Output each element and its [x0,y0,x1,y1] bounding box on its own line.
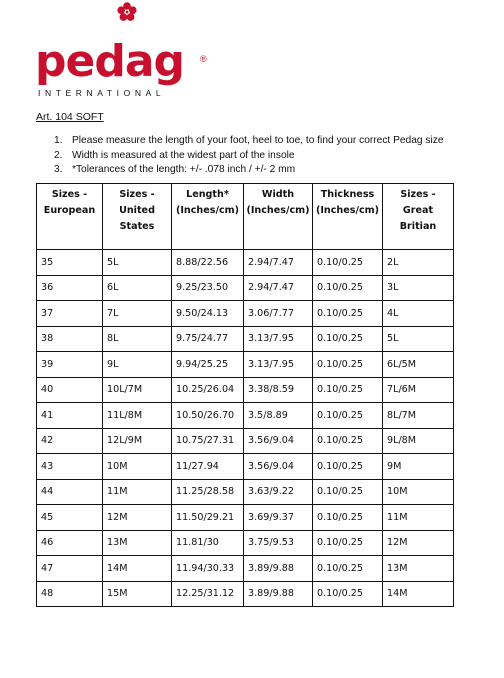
table-cell: 35 [37,250,103,276]
table-cell: 6L/5M [383,352,454,378]
table-cell: 0.10/0.25 [313,479,383,505]
table-row [37,326,454,352]
header-united-states: Sizes - United States [103,184,172,250]
table-cell: 9.50/24.13 [172,301,244,327]
table-cell: 36 [37,275,103,301]
table-row [37,403,454,429]
table-cell: 11.94/30.33 [172,556,244,582]
table-cell: 6L [103,275,172,301]
table-cell: 11/27.94 [172,454,244,480]
table-row [37,581,454,607]
instruction-item: 2. Width is measured at the widest part of the insole [54,149,295,161]
table-cell: 5L [103,250,172,276]
table-cell: 0.10/0.25 [313,530,383,556]
table-row [37,454,454,480]
table-cell: 44 [37,479,103,505]
table-cell: 11M [103,479,172,505]
header-thickness: Thickness (Inches/cm) [313,184,383,250]
table-cell: 47 [37,556,103,582]
table-cell: 3.06/7.77 [244,301,313,327]
table-cell: 3.69/9.37 [244,505,313,531]
table-cell: 42 [37,428,103,454]
table-row [37,301,454,327]
table-cell: 10.25/26.04 [172,377,244,403]
table-cell: 39 [37,352,103,378]
table-cell: 9.94/25.25 [172,352,244,378]
table-cell: 10.75/27.31 [172,428,244,454]
table-cell: 11.50/29.21 [172,505,244,531]
table-cell: 0.10/0.25 [313,275,383,301]
table-cell: 12L/9M [103,428,172,454]
table-cell: 13M [383,556,454,582]
table-cell: 5L [383,326,454,352]
table-cell: 0.10/0.25 [313,403,383,429]
table-cell: 14M [383,581,454,607]
table-row [37,275,454,301]
table-cell: 3.13/7.95 [244,352,313,378]
table-cell: 0.10/0.25 [313,301,383,327]
table-cell: 12M [103,505,172,531]
table-row [37,556,454,582]
table-cell: 7L/6M [383,377,454,403]
table-cell: 9M [383,454,454,480]
table-cell: 0.10/0.25 [313,454,383,480]
table-row [37,352,454,378]
table-cell: 8L/7M [383,403,454,429]
table-cell: 11M [383,505,454,531]
table-cell: 0.10/0.25 [313,326,383,352]
table-cell: 2L [383,250,454,276]
instruction-item: 1. Please measure the length of your foot, heel to toe, to find your correct Pedag size [54,135,444,146]
brand-subtitle: INTERNATIONAL [38,88,166,98]
table-cell: 8.88/22.56 [172,250,244,276]
table-cell: 11.81/30 [172,530,244,556]
table-row [37,479,454,505]
table-cell: 4L [383,301,454,327]
table-cell: 0.10/0.25 [313,250,383,276]
instructions-list [54,134,444,178]
table-cell: 0.10/0.25 [313,352,383,378]
table-row [37,250,454,276]
size-chart-table [36,183,454,607]
table-cell: 0.10/0.25 [313,428,383,454]
table-header-row [37,184,454,250]
table-cell: 43 [37,454,103,480]
table-cell: 11L/8M [103,403,172,429]
instruction-item: 3. *Tolerances of the length: +/- .078 inch / +/- 2 mm [54,164,296,175]
table-cell: 10.50/26.70 [172,403,244,429]
header-european: Sizes - European [37,184,103,250]
table-cell: 0.10/0.25 [313,581,383,607]
table-cell: 12M [383,530,454,556]
table-cell: 11.25/28.58 [172,479,244,505]
table-cell: 10M [383,479,454,505]
table-cell: 9.25/23.50 [172,275,244,301]
table-cell: 9.75/24.77 [172,326,244,352]
table-cell: 3.56/9.04 [244,454,313,480]
table-cell: 37 [37,301,103,327]
table-cell: 3.13/7.95 [244,326,313,352]
table-cell: 41 [37,403,103,429]
table-cell: 8L [103,326,172,352]
table-cell: 0.10/0.25 [313,377,383,403]
table-cell: 15M [103,581,172,607]
header-length: Length* (Inches/cm) [172,184,244,250]
table-row [37,428,454,454]
table-cell: 3.38/8.59 [244,377,313,403]
table-cell: 7L [103,301,172,327]
table-cell: 46 [37,530,103,556]
table-cell: 45 [37,505,103,531]
table-cell: 14M [103,556,172,582]
product-title: Art. 104 SOFT [36,111,104,123]
table-cell: 9L [103,352,172,378]
registered-mark: ® [200,54,207,64]
table-row [37,505,454,531]
table-cell: 2.94/7.47 [244,250,313,276]
table-cell: 3L [383,275,454,301]
table-row [37,530,454,556]
table-cell: 3.75/9.53 [244,530,313,556]
table-cell: 0.10/0.25 [313,505,383,531]
table-row [37,377,454,403]
table-cell: 3.5/8.89 [244,403,313,429]
table-cell: 13M [103,530,172,556]
table-cell: 10L/7M [103,377,172,403]
table-cell: 3.89/9.88 [244,556,313,582]
table-cell: 3.56/9.04 [244,428,313,454]
header-great-britain: Sizes - Great Britian [383,184,454,250]
table-cell: 38 [37,326,103,352]
table-cell: 2.94/7.47 [244,275,313,301]
table-cell: 48 [37,581,103,607]
table-cell: 10M [103,454,172,480]
table-cell: 3.89/9.88 [244,581,313,607]
table-cell: 40 [37,377,103,403]
header-width: Width (Inches/cm) [244,184,313,250]
table-cell: 0.10/0.25 [313,556,383,582]
table-cell: 12.25/31.12 [172,581,244,607]
brand-wordmark: pedag [35,36,185,87]
table-cell: 9L/8M [383,428,454,454]
table-cell: 3.63/9.22 [244,479,313,505]
